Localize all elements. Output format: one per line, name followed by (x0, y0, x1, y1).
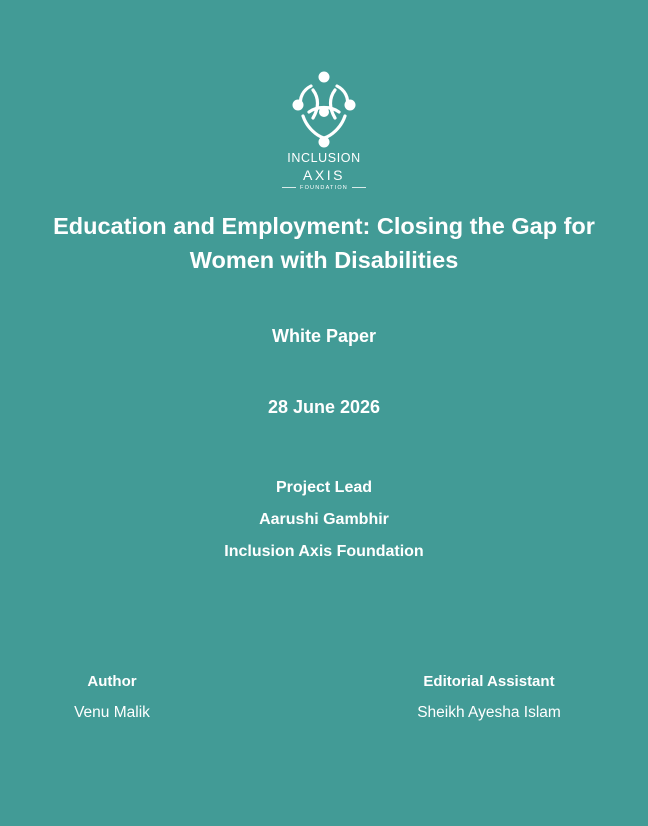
document-date: 28 June 2026 (267, 397, 381, 417)
editorial-assistant-label: Editorial Assistant (423, 673, 555, 690)
project-lead-label: Project Lead (275, 479, 373, 496)
editorial-assistant-name: Sheikh Ayesha Islam (417, 704, 561, 721)
author-credit (60, 673, 164, 723)
logo-text-foundation (274, 184, 374, 192)
logo-rule-left (282, 187, 296, 188)
author-name: Venu Malik (74, 704, 150, 721)
logo-text-axis: AXIS (303, 167, 345, 183)
inclusion-axis-emblem-icon (289, 68, 359, 148)
logo-foundation-label: FOUNDATION (300, 185, 348, 191)
author-label: Author (87, 673, 137, 690)
logo-text-inclusion: INCLUSION (287, 151, 361, 165)
foundation-logo (274, 68, 374, 194)
document-title: Education and Employment: Closing the Gap for Women with Disabilities (53, 213, 595, 273)
editorial-assistant-credit (404, 673, 574, 723)
project-lead-organization: Inclusion Axis Foundation (224, 543, 424, 560)
logo-rule-right (352, 187, 366, 188)
project-lead-name: Aarushi Gambhir (259, 511, 389, 528)
document-type: White Paper (271, 326, 377, 346)
